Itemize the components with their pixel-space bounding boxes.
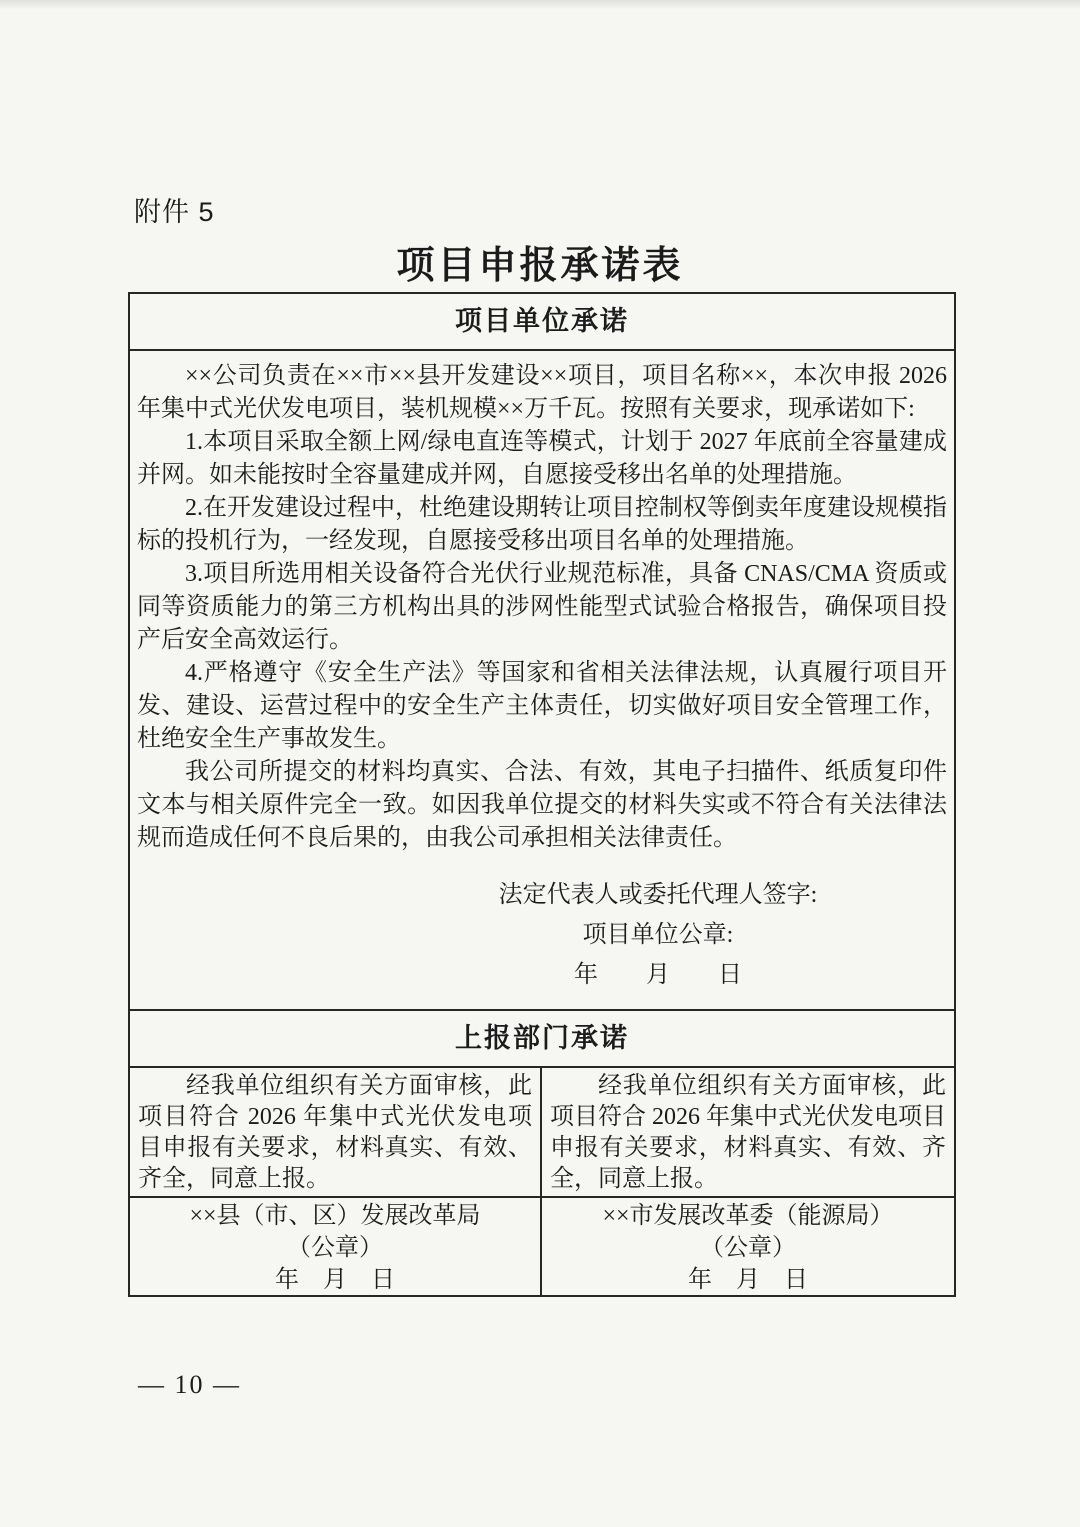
commitment-item-4: 4.严格遵守《安全生产法》等国家和省相关法律法规，认真履行项目开发、建设、运营过程中的安全生产主体责任，切实做好项目安全管理工作，杜绝安全生产事故发生。 xyxy=(137,660,947,752)
commitment-item-2: 2.在开发建设过程中，杜绝建设期转让项目控制权等倒卖年度建设规模指标的投机行为，一经发现，自愿接受移出项目名单的处理措施。 xyxy=(137,495,947,554)
agency-row xyxy=(130,1198,954,1295)
attachment-label: 附件 5 xyxy=(134,197,215,227)
review-row xyxy=(130,1068,954,1198)
commitment-item-3: 3.项目所选用相关设备符合光伏行业规范标准，具备 CNAS/CMA 资质或同等资质能力的第三方机构出具的涉网性能型式试验合格报告，确保项目投产后安全高效运行。 xyxy=(137,561,947,653)
commitment-intro-paragraph: ××公司负责在××市××县开发建设××项目，项目名称××，本次申报 2026 年集中式光伏发电项目，装机规模××万千瓦。按照有关要求，现承诺如下: xyxy=(137,363,947,422)
unit-seal-line: 项目单位公章: xyxy=(582,922,734,948)
section-header-reporting-department: 上报部门承诺 xyxy=(130,1011,954,1068)
city-agency-seal: （公章） xyxy=(700,1235,796,1261)
commitment-closing-paragraph: 我公司所提交的材料均真实、合法、有效，其电子扫描件、纸质复印件文本与相关原件完全一致。如因我单位提交的材料失实或不符合有关法律法规而造成任何不良后果的，由我公司承担相关法律责任。 xyxy=(137,759,947,851)
city-agency-name: ××市发展改革委（能源局） xyxy=(602,1203,894,1229)
county-agency-name: ××县（市、区）发展改革局 xyxy=(189,1203,481,1229)
section-header-project-unit: 项目单位承诺 xyxy=(130,294,954,351)
county-agency-date: 年 月 日 xyxy=(275,1267,395,1293)
county-agency-seal: （公章） xyxy=(287,1235,383,1261)
signature-block xyxy=(137,875,947,995)
project-unit-commitment-cell xyxy=(130,351,954,1011)
city-review-statement: 经我单位组织有关方面审核，此项目符合 2026 年集中式光伏发电项目申报有关要求，材料真实、有效、齐全，同意上报。 xyxy=(550,1073,946,1192)
county-review-statement: 经我单位组织有关方面审核，此项目符合 2026 年集中式光伏发电项目申报有关要求，材料真实、有效、齐全，同意上报。 xyxy=(130,1068,542,1196)
scan-artifact xyxy=(0,0,1080,10)
commitment-form-table xyxy=(128,292,956,1297)
city-agency-date: 年 月 日 xyxy=(688,1267,808,1293)
county-agency-cell xyxy=(130,1198,542,1295)
page-number: — 10 — xyxy=(138,1370,241,1399)
commitment-item-1: 1.本项目采取全额上网/绿电直连等模式，计划于 2027 年底前全容量建成并网。如未能按时全容量建成并网，自愿接受移出名单的处理措施。 xyxy=(137,429,947,488)
legal-representative-signature-line: 法定代表人或委托代理人签字: xyxy=(498,882,818,908)
page-title: 项目申报承诺表 xyxy=(396,245,684,287)
city-agency-cell xyxy=(542,1198,954,1295)
date-line: 年 月 日 xyxy=(574,962,742,988)
